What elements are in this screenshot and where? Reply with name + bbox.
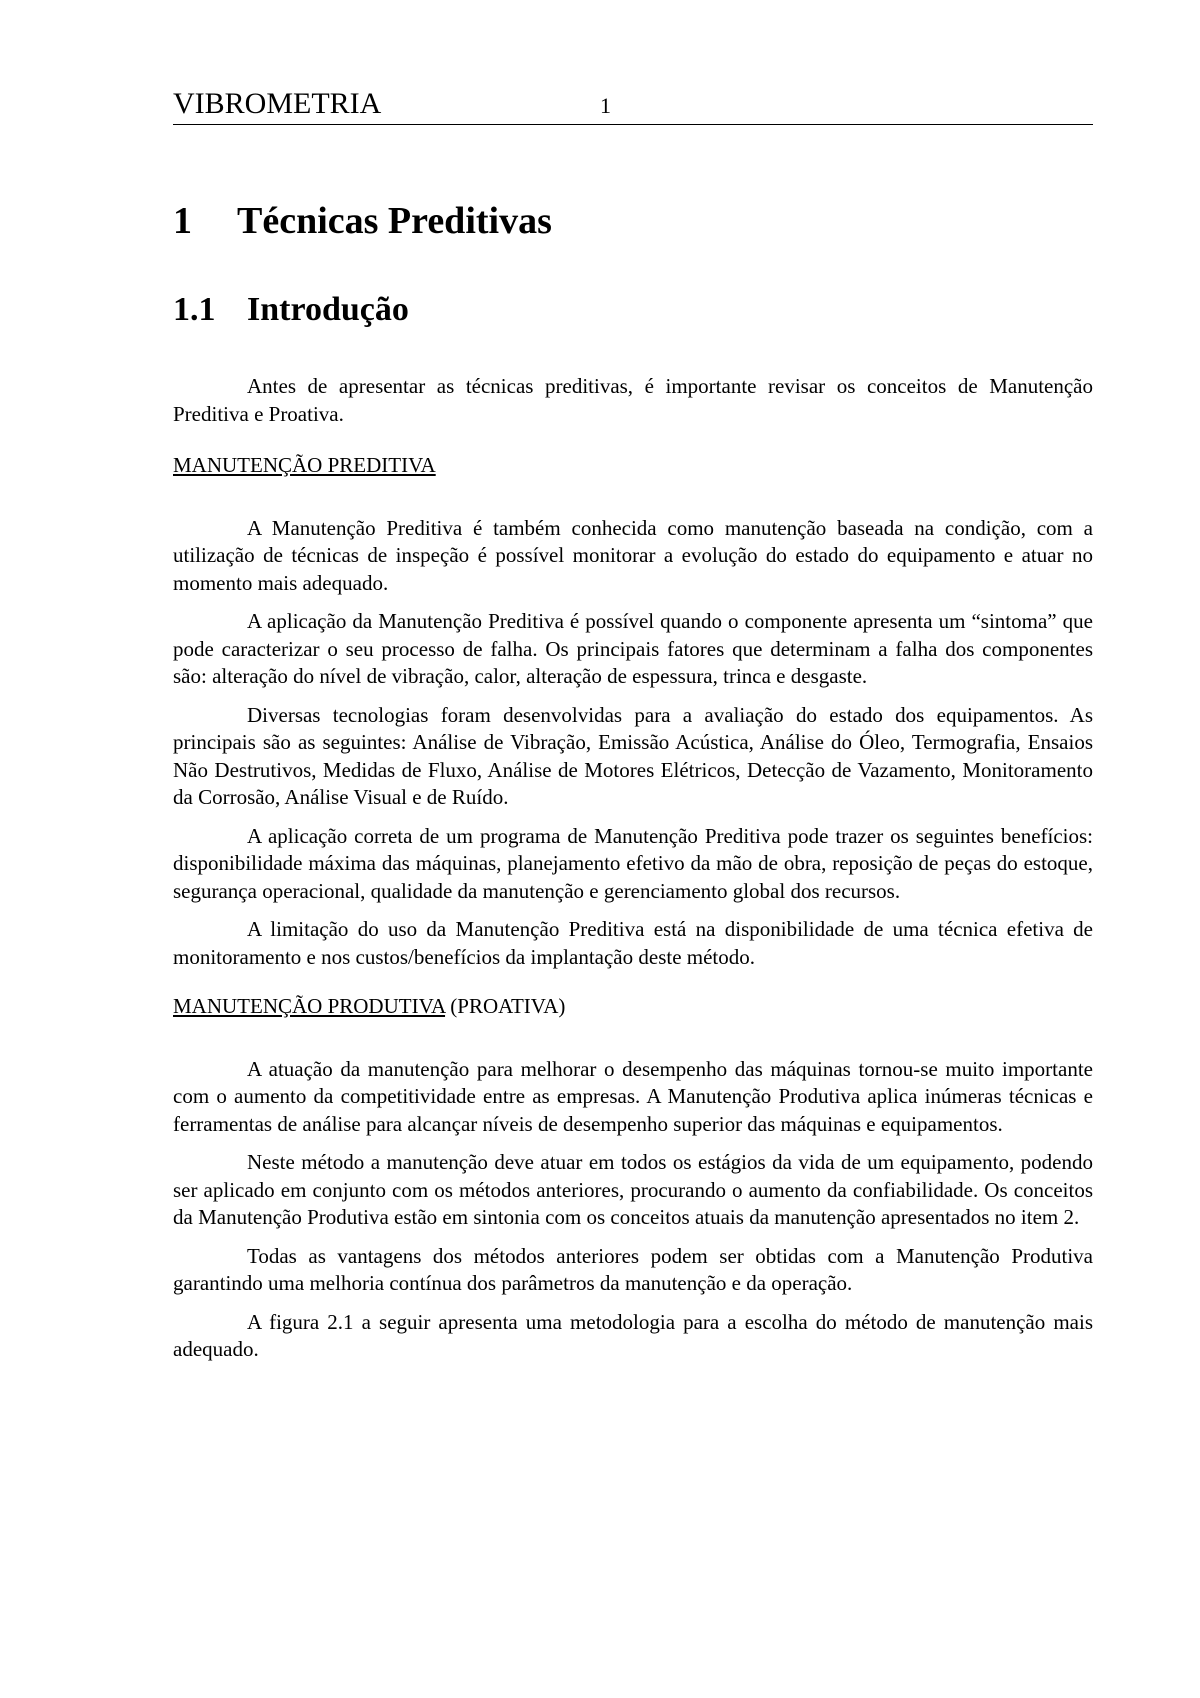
section-number: 1.1 [173, 291, 216, 328]
productive-paragraph: Todas as vantagens dos métodos anteriores podem ser obtidas com a Manutenção Produtiva garantindo uma melhoria contínua dos parâmetros da manutenção e da operação. [173, 1243, 1093, 1295]
predictive-paragraph: A limitação do uso da Manutenção Preditiva está na disponibilidade de uma técnica efetiva de monitoramento e nos custos/benefícios da implantação deste método. [173, 917, 1093, 969]
chapter-heading [173, 196, 552, 246]
section-heading [173, 288, 409, 332]
section-title: Introdução [247, 291, 409, 328]
running-header [173, 84, 1093, 125]
productive-paragraph: A atuação da manutenção para melhorar o desempenho das máquinas tornou-se muito importante com o aumento da competitividade entre as empresas. A Manutenção Produtiva aplica inúmeras técnicas e ferramentas de análise para alcançar níveis de desempenho superior das máquinas e equipamentos. [173, 1056, 1093, 1136]
running-header-title: VIBROMETRIA [173, 87, 382, 120]
predictive-paragraph: Diversas tecnologias foram desenvolvidas para a avaliação do estado dos equipamentos. As principais são as seguintes: Análise de Vibração, Emissão Acústica, Análise do Óleo, Termografia, Ensaios Não Destrutivos, Medidas de Fluxo, Análise de Motores Elétricos, Detecção de Vazamento, Monitoramento da Corrosão, Análise Visual e de Ruído. [173, 702, 1093, 809]
intro-paragraph: Antes de apresentar as técnicas preditivas, é importante revisar os conceitos de Manutenção Preditiva e Proativa. [173, 374, 1093, 426]
productive-label-suffix: (PROATIVA) [445, 994, 566, 1018]
predictive-maintenance-label [173, 452, 1093, 480]
chapter-title: Técnicas Preditivas [237, 200, 552, 242]
productive-paragraph: Neste método a manutenção deve atuar em todos os estágios da vida de um equipamento, podendo ser aplicado em conjunto com os métodos anteriores, procurando o aumento da confiabilidade. Os conceitos da Manutenção Produtiva estão em sintonia com os conceitos atuais da manutenção apresentados no item 2. [173, 1150, 1093, 1229]
chapter-number: 1 [173, 200, 192, 242]
productive-maintenance-label [173, 993, 1093, 1021]
predictive-paragraph: A aplicação correta de um programa de Manutenção Preditiva pode trazer os seguintes benefícios: disponibilidade máxima das máquinas, planejamento efetivo da mão de obra, reposição de peças do estoque, segurança operacional, qualidade da manutenção e gerenciamento global dos recursos. [173, 823, 1093, 903]
predictive-paragraph: A aplicação da Manutenção Preditiva é possível quando o componente apresenta um “sintoma” que pode caracterizar o seu processo de falha. Os principais fatores que determinam a falha dos componentes são: alteração do nível de vibração, calor, alteração de espessura, trinca e desgaste. [173, 609, 1093, 688]
body-text [173, 373, 1093, 1375]
productive-paragraph: A figura 2.1 a seguir apresenta uma metodologia para a escolha do método de manutenção mais adequado. [173, 1309, 1093, 1361]
page-number: 1 [600, 93, 611, 118]
predictive-label-text: MANUTENÇÃO PREDITIVA [173, 453, 436, 477]
productive-label-text: MANUTENÇÃO PRODUTIVA [173, 994, 446, 1018]
predictive-paragraph: A Manutenção Preditiva é também conhecida como manutenção baseada na condição, com a utilização de técnicas de inspeção é possível monitorar a evolução do estado do equipamento e atuar no momento mais adequado. [173, 515, 1093, 595]
